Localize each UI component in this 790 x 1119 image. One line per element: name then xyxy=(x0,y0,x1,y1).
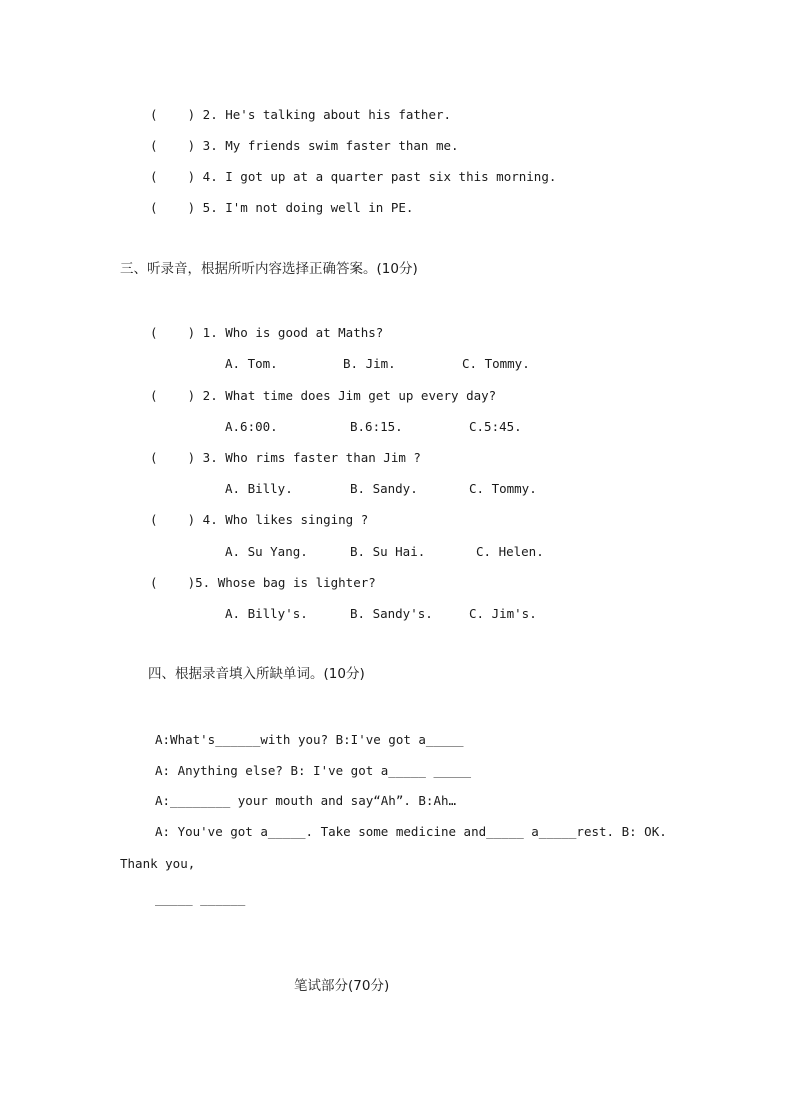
dictation-line: A: Anything else? B: I've got a_____ _____ xyxy=(155,763,472,778)
written-part-title: 笔试部分(70分) xyxy=(294,978,390,994)
dictation-line: A:________ your mouth and say“Ah”. B:Ah… xyxy=(155,793,457,808)
question-item: ( ) 2. He's talking about his father. xyxy=(150,107,452,122)
option-a: A. Billy. xyxy=(225,481,293,496)
section-4-title: 四、根据录音填入所缺单词。(10分) xyxy=(148,666,365,682)
question-item: ( ) 3. Who rims faster than Jim ? xyxy=(150,450,421,465)
option-a: A. Billy's. xyxy=(225,606,308,621)
option-a: A. Tom. xyxy=(225,356,278,371)
option-b: B. Su Hai. xyxy=(350,544,426,559)
option-b: B.6:15. xyxy=(350,419,403,434)
dictation-line: A:What's______with you? B:I've got a_____ xyxy=(155,732,464,747)
option-a: A. Su Yang. xyxy=(225,544,308,559)
blank-line: _____ ______ xyxy=(155,891,246,906)
option-c: C.5:45. xyxy=(469,419,522,434)
option-c: C. Jim's. xyxy=(469,606,537,621)
question-item: ( ) 4. I got up at a quarter past six this morning. xyxy=(150,169,557,184)
question-item: ( )5. Whose bag is lighter? xyxy=(150,575,376,590)
option-c: C. Tommy. xyxy=(469,481,537,496)
dictation-line: Thank you, xyxy=(120,856,196,871)
option-b: B. Sandy's. xyxy=(350,606,433,621)
option-a: A.6:00. xyxy=(225,419,278,434)
option-b: B. Jim. xyxy=(343,356,396,371)
section-3-title: 三、听录音，根据所听内容选择正确答案。(10分) xyxy=(120,261,418,277)
question-item: ( ) 4. Who likes singing ? xyxy=(150,512,369,527)
option-c: C. Tommy. xyxy=(462,356,530,371)
question-item: ( ) 1. Who is good at Maths? xyxy=(150,325,384,340)
question-item: ( ) 5. I'm not doing well in PE. xyxy=(150,200,414,215)
option-c: C. Helen. xyxy=(476,544,544,559)
question-item: ( ) 3. My friends swim faster than me. xyxy=(150,138,459,153)
dictation-line: A: You've got a_____. Take some medicine and_____ a_____rest. B: OK. xyxy=(155,824,667,839)
question-item: ( ) 2. What time does Jim get up every day? xyxy=(150,388,497,403)
option-b: B. Sandy. xyxy=(350,481,418,496)
